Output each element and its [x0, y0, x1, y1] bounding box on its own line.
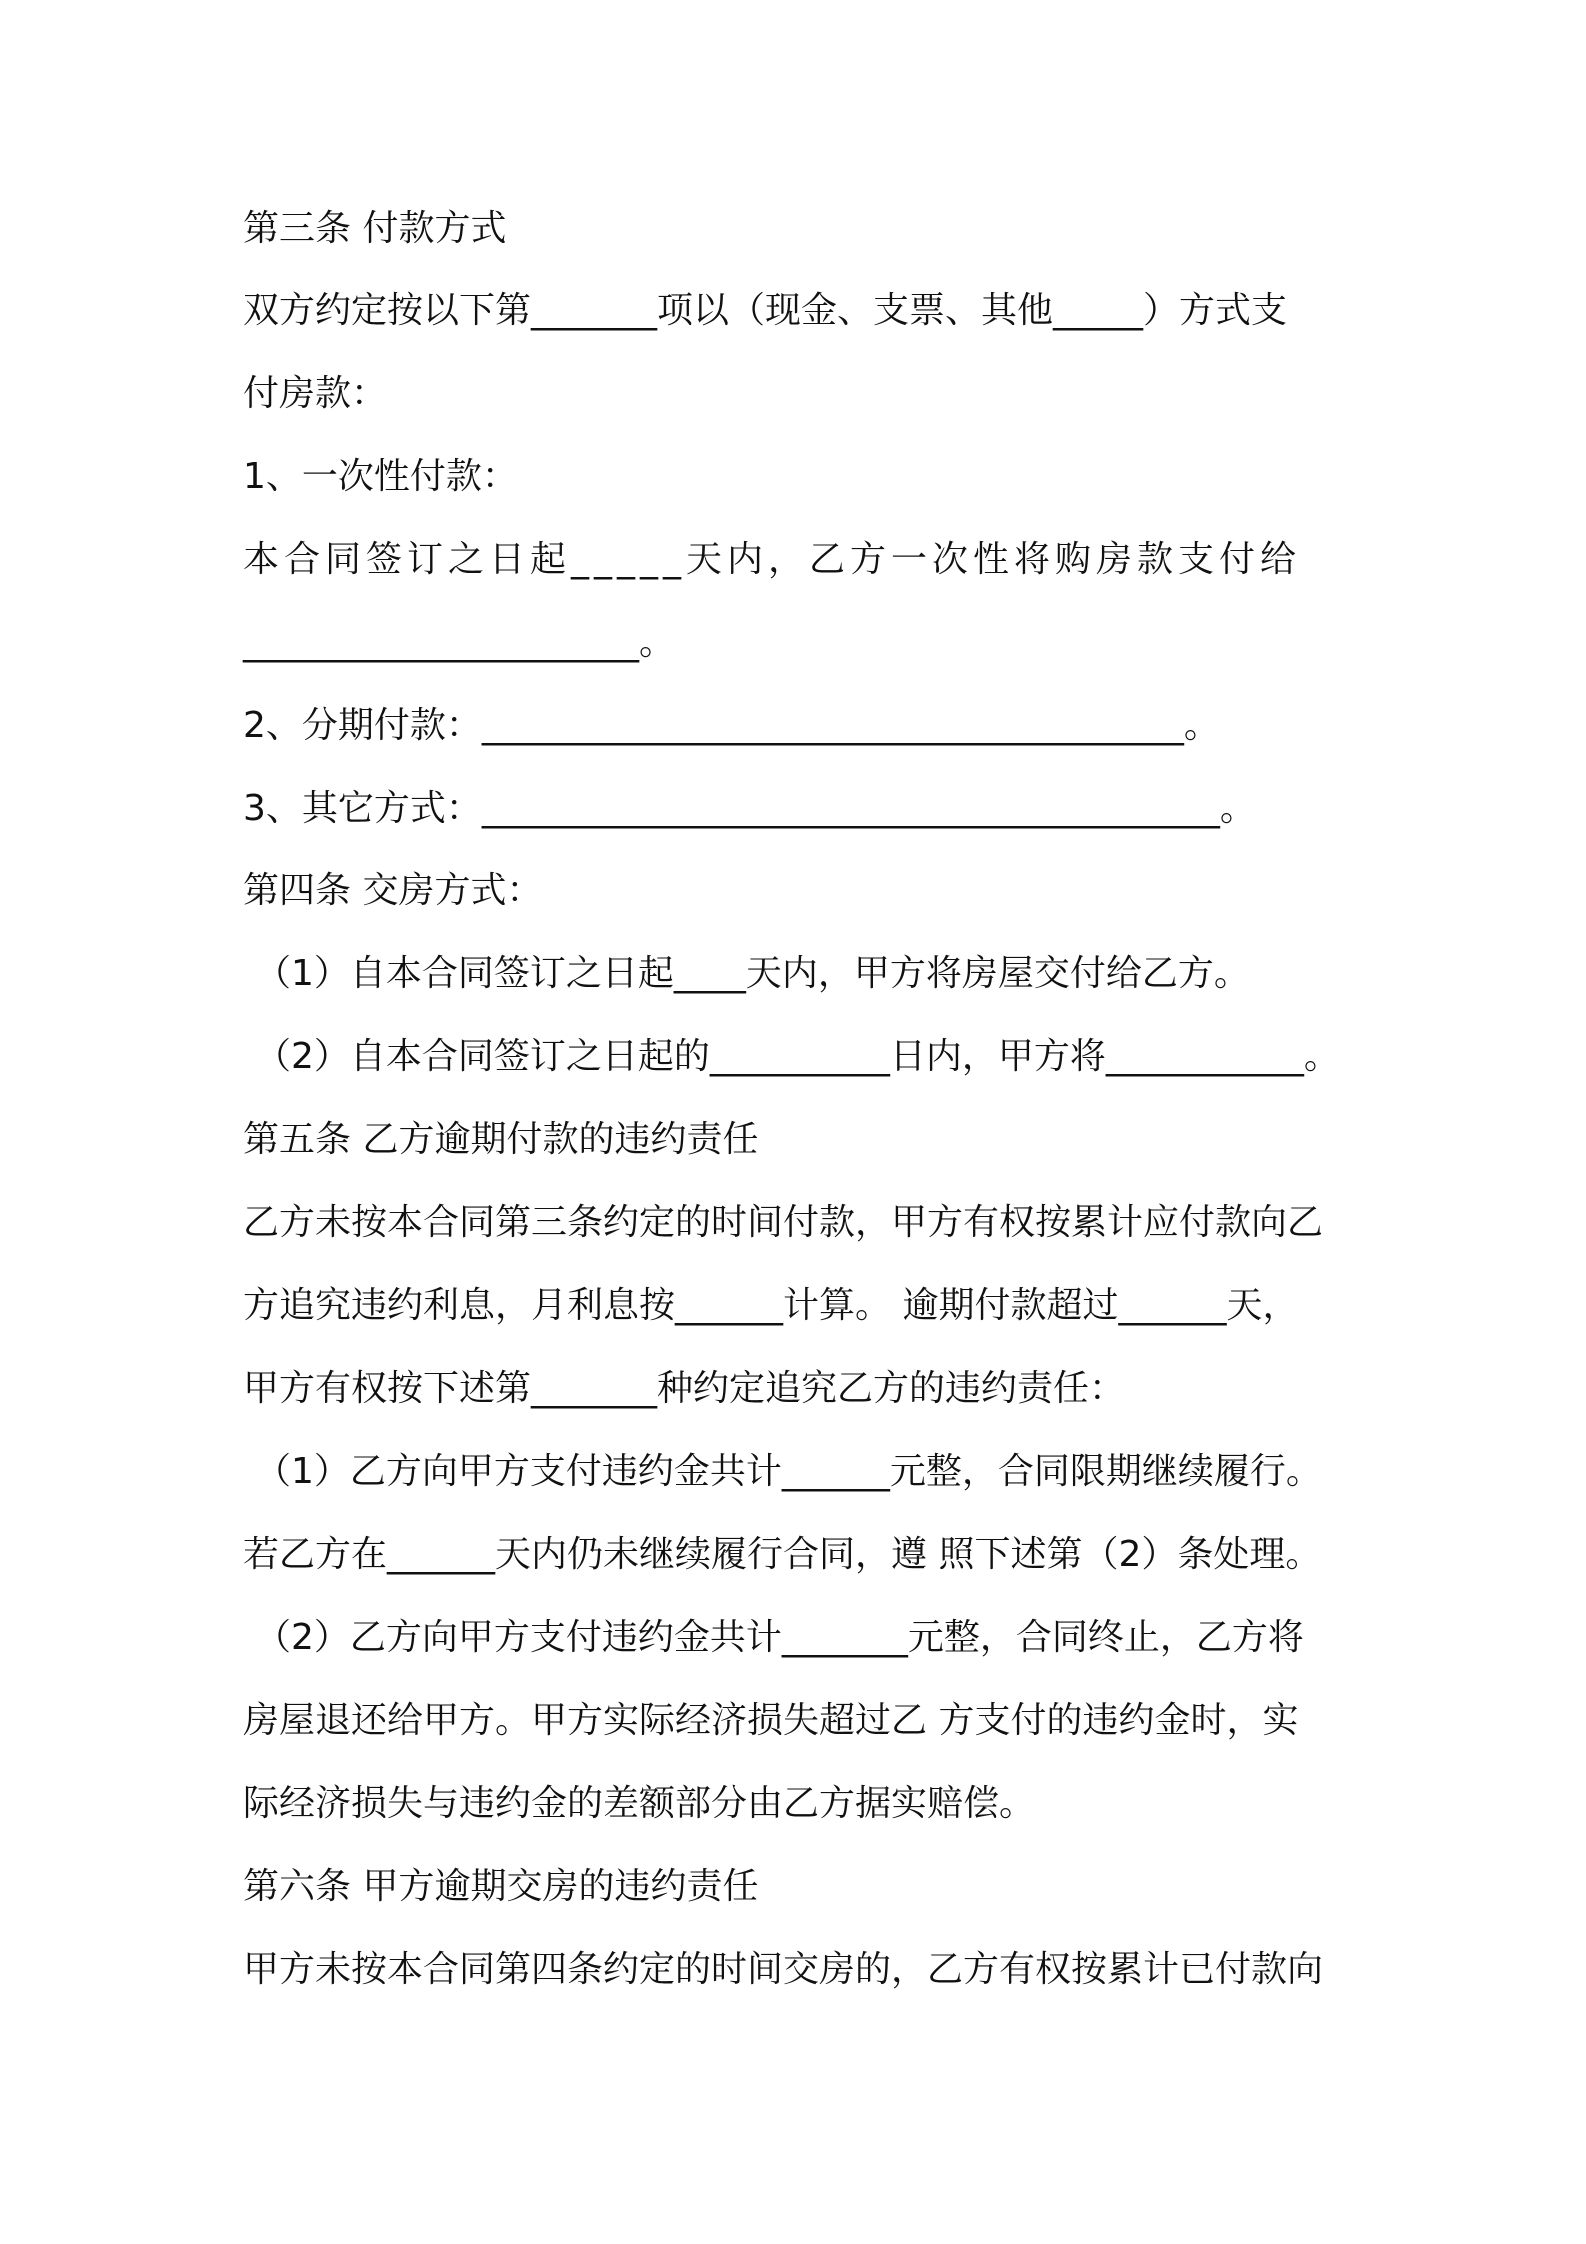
article-5-heading: 第五条 乙方逾期付款的违约责任	[243, 1119, 759, 1160]
article-6-heading: 第六条 甲方逾期交房的违约责任	[243, 1866, 759, 1907]
paragraph-line: 甲方未按本合同第四条约定的时间交房的，乙方有权按累计已付款向	[243, 1949, 1324, 1990]
paragraph-line: 本合同签订之日起_____天内，乙方一次性将购房款支付给	[243, 539, 1302, 580]
paragraph-line: 若乙方在______天内仍未继续履行合同，遵 照下述第（2）条处理。	[243, 1534, 1322, 1575]
paragraph-line: 付房款：	[243, 373, 388, 414]
article-4-heading: 第四条 交房方式：	[243, 870, 543, 911]
list-item: （2）自本合同签订之日起的__________日内，甲方将___________。	[255, 1036, 1340, 1077]
list-item-installment: 2、分期付款：_______________________________________。	[243, 705, 1220, 746]
list-item: （1）乙方向甲方支付违约金共计______元整，合同限期继续履行。	[255, 1451, 1322, 1492]
paragraph-line: 际经济损失与违约金的差额部分由乙方据实赔偿。	[243, 1783, 1036, 1824]
paragraph-line: ______________________。	[243, 622, 675, 663]
paragraph-line: 甲方有权按下述第_______种约定追究乙方的违约责任：	[243, 1368, 1126, 1409]
list-item: （1）自本合同签订之日起____天内，甲方将房屋交付给乙方。	[255, 953, 1250, 994]
list-item-lump-sum: 1、一次性付款：	[243, 456, 518, 497]
article-3-heading: 第三条 付款方式	[243, 208, 507, 249]
list-item: （2）乙方向甲方支付违约金共计_______元整，合同终止，乙方将	[255, 1617, 1304, 1658]
paragraph-line: 乙方未按本合同第三条约定的时间付款，甲方有权按累计应付款向乙	[243, 1202, 1324, 1243]
paragraph-line: 房屋退还给甲方。甲方实际经济损失超过乙 方支付的违约金时，实	[243, 1700, 1299, 1741]
paragraph-line: 双方约定按以下第_______项以（现金、支票、其他_____）方式支	[243, 290, 1288, 331]
paragraph-line: 方追究违约利息，月利息按______计算。 逾期付款超过______天，	[243, 1285, 1299, 1326]
list-item-other-method: 3、其它方式：_________________________________________。	[243, 788, 1256, 829]
